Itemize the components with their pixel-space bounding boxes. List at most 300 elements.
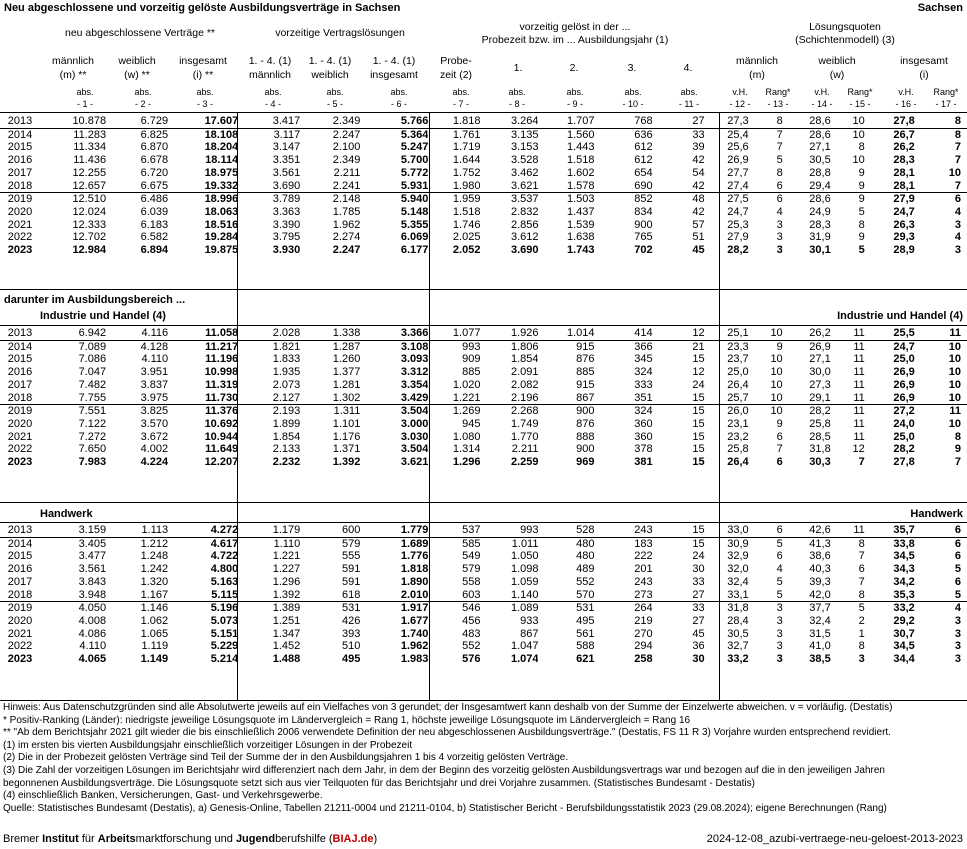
value-cell: 483	[462, 627, 481, 640]
value-cell: 5.229	[210, 640, 239, 653]
value-cell: 25,8	[809, 417, 831, 430]
value-cell: 7	[858, 575, 865, 588]
value-cell: 37,7	[789, 602, 831, 615]
value-cell: 5.364	[360, 128, 428, 141]
year-cell: 2022	[7, 640, 33, 653]
value-cell: 29,3	[893, 231, 915, 244]
value-cell: 39,3	[809, 575, 831, 588]
value-cell: 10	[948, 417, 961, 430]
value-cell: 27	[692, 614, 705, 627]
table-row	[0, 115, 967, 128]
region-label: Sachsen	[917, 2, 963, 14]
value-cell: 2.028	[272, 327, 301, 339]
value-cell: 3.135	[480, 128, 538, 141]
value-cell: 28,1	[893, 179, 915, 192]
value-cell: 1.437	[567, 205, 595, 218]
section-rule-4	[0, 522, 967, 523]
value-cell: 1.047	[510, 640, 539, 653]
value-cell: 5.772	[400, 166, 429, 179]
value-cell: 900	[576, 443, 595, 456]
table-row	[0, 653, 967, 666]
value-cell: 5.247	[400, 141, 429, 154]
value-cell: 201	[634, 563, 653, 576]
value-cell: 4.110	[141, 353, 169, 366]
col-l6-1: 1. - 4. (1)	[372, 55, 416, 67]
value-cell: 555	[341, 550, 361, 563]
sub-abs-4: abs.	[264, 87, 282, 97]
value-cell: 3	[749, 602, 789, 615]
table-row	[0, 167, 967, 180]
value-cell: 1.110	[238, 537, 300, 550]
value-cell: 1.959	[428, 193, 480, 206]
value-cell: 1.101	[332, 417, 361, 430]
table-handwerk	[0, 524, 967, 666]
value-cell: 1.560	[538, 128, 594, 141]
sub-vh-12: v.H.	[732, 87, 748, 97]
value-cell: 378	[634, 443, 653, 456]
value-cell: 2.268	[480, 405, 538, 418]
value-cell: 32,7	[727, 640, 749, 653]
value-cell: 4	[954, 231, 961, 244]
value-cell: 1.119	[141, 640, 169, 653]
value-cell: 2.091	[510, 366, 539, 379]
section-rule-3	[0, 502, 967, 503]
value-cell: 3.390	[272, 218, 301, 231]
value-cell: 30,5	[727, 627, 749, 640]
value-cell: 1.518	[567, 154, 595, 167]
value-cell: 6	[776, 550, 783, 563]
value-cell: 48	[653, 193, 709, 206]
value-cell: 414	[634, 327, 653, 339]
value-cell: 5.073	[210, 614, 239, 627]
value-cell: 28,4	[727, 614, 749, 627]
value-cell: 38,5	[809, 653, 831, 666]
sub-abs-9: abs.	[566, 87, 584, 97]
value-cell: 1.752	[452, 166, 481, 179]
value-cell: 26,4	[727, 456, 749, 469]
value-cell: 10.998	[204, 366, 239, 379]
value-cell: 8	[858, 141, 865, 154]
value-cell: 8	[858, 588, 865, 601]
column-number: - 17 -	[935, 99, 957, 109]
value-cell: 27,9	[871, 193, 915, 206]
value-cell: 993	[428, 340, 480, 353]
year-cell: 2013	[7, 524, 33, 536]
value-cell: 1.302	[332, 391, 361, 404]
footer-org	[3, 833, 377, 845]
year-cell: 2023	[7, 653, 33, 666]
value-cell: 29,4	[809, 179, 831, 192]
value-cell: 33,0	[727, 524, 749, 536]
value-cell: 2.193	[238, 405, 300, 418]
value-cell: 1.890	[400, 575, 429, 588]
value-cell: 3	[954, 653, 961, 666]
value-cell: 3.351	[272, 154, 301, 167]
value-cell: 2.232	[272, 456, 301, 469]
value-cell: 993	[520, 524, 539, 536]
value-cell: 1.644	[452, 154, 481, 167]
value-cell: 8	[858, 218, 865, 231]
value-cell: 30,9	[709, 537, 749, 550]
value-cell: 12.255	[72, 166, 107, 179]
value-cell: 3	[776, 231, 783, 244]
value-cell: 1.314	[452, 443, 481, 456]
value-cell: 1.743	[567, 244, 595, 257]
table-row	[0, 615, 967, 628]
col-qw-2: (w)	[829, 69, 845, 81]
value-cell: 2.211	[511, 443, 539, 456]
value-cell: 28,1	[893, 166, 915, 179]
value-cell: 1.854	[510, 353, 539, 366]
value-cell: 28,2	[893, 443, 915, 456]
value-cell: 11	[915, 405, 967, 418]
value-cell: 24	[692, 550, 705, 563]
value-cell: 3	[954, 640, 961, 653]
value-cell: 10	[948, 166, 961, 179]
value-cell: 7.983	[78, 456, 107, 469]
year-cell: 2023	[7, 456, 33, 469]
value-cell: 6	[954, 575, 961, 588]
value-cell: 10	[831, 128, 871, 141]
value-cell: 23,7	[727, 353, 749, 366]
value-cell: 6	[915, 537, 967, 550]
value-cell: 5	[776, 575, 783, 588]
value-cell: 3.153	[510, 141, 539, 154]
value-cell: 1.260	[332, 353, 361, 366]
value-cell: 26,2	[893, 141, 915, 154]
value-cell: 26,0	[709, 405, 749, 418]
value-cell: 19.332	[204, 179, 239, 192]
value-cell: 1.833	[272, 353, 301, 366]
note-line: (4) einschließlich Banken, Versicherungen, Gast- und Verkehrsgewerbe.	[3, 790, 323, 802]
value-cell: 8	[831, 537, 871, 550]
value-cell: 3	[954, 627, 961, 640]
value-cell: 7	[954, 179, 961, 192]
table-row	[0, 193, 967, 206]
value-cell: 1.677	[400, 614, 429, 627]
value-cell: 15	[692, 443, 705, 456]
value-cell: 3.147	[272, 141, 301, 154]
doc-title: Neu abgeschlossene und vorzeitig gelöste Ausbildungsverträge in Sachsen	[4, 2, 401, 14]
value-cell: 3	[776, 653, 783, 666]
value-cell: 6.729	[140, 115, 169, 127]
value-cell: 1.935	[272, 366, 301, 379]
value-cell: 1.899	[272, 417, 301, 430]
sub-rang-13: Rang*	[765, 87, 791, 97]
value-cell: 591	[341, 575, 361, 588]
value-cell: 10	[770, 366, 783, 379]
value-cell: 273	[634, 588, 653, 601]
value-cell: 17.607	[204, 115, 239, 127]
org-part: für	[78, 833, 98, 845]
value-cell: 34,2	[893, 575, 915, 588]
section-label-hwk: Handwerk	[40, 508, 93, 520]
value-cell: 4.002	[140, 443, 169, 456]
column-number: - 12 -	[729, 99, 751, 109]
value-cell: 876	[576, 417, 595, 430]
value-cell: 1.296	[452, 456, 481, 469]
year-cell: 2013	[7, 115, 33, 127]
value-cell: 1.059	[510, 575, 539, 588]
value-cell: 25,7	[727, 391, 749, 404]
value-cell: 7	[858, 456, 865, 469]
value-cell: 25,8	[727, 443, 749, 456]
value-cell: 9	[858, 166, 865, 179]
value-cell: 11.436	[73, 154, 107, 167]
value-cell: 5	[776, 588, 783, 601]
section-darunter: darunter im Ausbildungsbereich ...	[4, 294, 186, 306]
value-cell: 54	[692, 166, 705, 179]
value-cell: 1.503	[538, 193, 594, 206]
year-cell: 2017	[7, 378, 33, 391]
value-cell: 33,1	[727, 588, 749, 601]
value-cell: 3.093	[400, 353, 429, 366]
value-cell: 7.482	[78, 378, 107, 391]
sub-abs-5: abs.	[326, 87, 344, 97]
value-cell: 3	[954, 614, 961, 627]
value-cell: 1.578	[567, 179, 595, 192]
value-cell: 42,6	[809, 524, 831, 536]
table-row	[0, 353, 967, 366]
value-cell: 1.320	[140, 575, 169, 588]
value-cell: 3	[954, 244, 961, 257]
value-cell: 27,7	[727, 166, 749, 179]
value-cell: 25,6	[727, 141, 749, 154]
value-cell: 552	[462, 640, 481, 653]
value-cell: 579	[300, 537, 360, 550]
year-cell: 2017	[7, 575, 33, 588]
value-cell: 4.800	[210, 563, 239, 576]
org-part: Institut	[42, 833, 79, 845]
value-cell: 294	[634, 640, 653, 653]
value-cell: 1.212	[106, 537, 168, 550]
table-row	[0, 443, 967, 456]
value-cell: 7.650	[78, 443, 107, 456]
value-cell: 2.196	[510, 391, 539, 404]
value-cell: 24	[692, 378, 705, 391]
value-cell: 28,3	[809, 218, 831, 231]
value-cell: 11.319	[205, 378, 239, 391]
value-cell: 5.196	[168, 602, 238, 615]
group-quoten-1: Lösungsquoten	[809, 21, 881, 33]
value-cell: 1.818	[452, 115, 481, 127]
value-cell: 6.720	[140, 166, 169, 179]
value-cell: 1.221	[272, 550, 301, 563]
value-cell: 6.069	[400, 231, 429, 244]
value-cell: 57	[692, 218, 705, 231]
value-cell: 6.039	[140, 205, 169, 218]
year-cell: 2023	[7, 244, 33, 257]
value-cell: 11	[831, 405, 871, 418]
value-cell: 969	[576, 456, 595, 469]
value-cell: 18.516	[204, 218, 239, 231]
value-cell: 528	[576, 524, 595, 536]
value-cell: 10	[852, 115, 865, 127]
value-cell: 3.504	[360, 405, 428, 418]
value-cell: 30	[692, 563, 705, 576]
value-cell: 3.429	[400, 391, 429, 404]
header-rule	[0, 112, 967, 113]
value-cell: 35,3	[893, 588, 915, 601]
col-qi-2: (i)	[919, 69, 929, 81]
value-cell: 41,3	[789, 537, 831, 550]
year-cell: 2016	[7, 154, 33, 167]
value-cell: 6	[776, 524, 783, 536]
col-l4-2: männlich	[248, 69, 292, 81]
value-cell: 12	[692, 327, 705, 339]
section-label-ihk-right: Industrie und Handel (4)	[837, 310, 963, 322]
value-cell: 345	[634, 353, 653, 366]
table-row	[0, 589, 967, 602]
value-cell: 8	[776, 115, 783, 127]
value-cell: 1	[858, 627, 865, 640]
value-cell: 12.024	[72, 205, 107, 218]
table-row	[0, 327, 967, 340]
value-cell: 243	[634, 524, 653, 536]
value-cell: 3.159	[78, 524, 107, 536]
value-cell: 5.214	[210, 653, 239, 666]
value-cell: 579	[462, 563, 481, 576]
value-cell: 12.984	[72, 244, 107, 257]
value-cell: 4.128	[106, 340, 168, 353]
col-i-1: insgesamt	[179, 55, 227, 67]
value-cell: 1.539	[567, 218, 595, 231]
value-cell: 28,9	[893, 244, 915, 257]
value-cell: 603	[462, 588, 481, 601]
year-cell: 2014	[0, 128, 40, 141]
value-cell: 1.242	[140, 563, 169, 576]
value-cell: 10	[948, 366, 961, 379]
value-cell: 12.657	[72, 179, 107, 192]
value-cell: 5.700	[400, 154, 429, 167]
value-cell: 24,7	[727, 205, 749, 218]
year-cell: 2018	[7, 588, 33, 601]
year-cell: 2017	[7, 166, 33, 179]
value-cell: 35,7	[893, 524, 915, 536]
value-cell: 3	[776, 218, 783, 231]
value-cell: 12.207	[204, 456, 239, 469]
value-cell: 264	[595, 602, 653, 615]
value-cell: 9	[954, 443, 961, 456]
value-cell: 2.247	[332, 244, 361, 257]
table-row	[0, 366, 967, 379]
table-row	[0, 537, 967, 550]
value-cell: 324	[595, 405, 653, 418]
value-cell: 546	[428, 602, 480, 615]
value-cell: 34,5	[893, 550, 915, 563]
col-l5-1: 1. - 4. (1)	[308, 55, 352, 67]
value-cell: 3.672	[140, 430, 169, 443]
org-part: marktforschung und	[135, 833, 236, 845]
value-cell: 5.151	[210, 627, 239, 640]
value-cell: 34,3	[893, 563, 915, 576]
year-cell: 2020	[7, 205, 33, 218]
year-cell: 2015	[7, 353, 33, 366]
value-cell: 33	[692, 575, 705, 588]
col-probe-2: zeit (2)	[439, 69, 473, 81]
table-row	[0, 392, 967, 405]
value-cell: 7.086	[78, 353, 107, 366]
value-cell: 27,4	[727, 179, 749, 192]
value-cell: 690	[634, 179, 653, 192]
table-row	[0, 231, 967, 244]
value-cell: 3	[776, 244, 783, 257]
value-cell: 29,1	[809, 391, 831, 404]
value-cell: 1.719	[452, 141, 481, 154]
value-cell: 3.789	[238, 193, 300, 206]
vline-2	[429, 112, 430, 700]
value-cell: 6.678	[140, 154, 169, 167]
value-cell: 1.014	[567, 327, 595, 339]
table-row	[0, 602, 967, 615]
value-cell: 3.570	[140, 417, 169, 430]
note-line: * Positiv-Ranking (Länder): niedrigste jeweilige Lösungsquote im Ländervergleich = Rang 1, höchste jeweilige Lösungsquote im Ländervergleich = Rang 16	[3, 714, 691, 726]
value-cell: 3.462	[510, 166, 539, 179]
value-cell: 1.020	[452, 378, 481, 391]
value-cell: 23,3	[709, 340, 749, 353]
value-cell: 25,3	[727, 218, 749, 231]
sub-vh-14: v.H.	[814, 87, 830, 97]
year-cell: 2015	[7, 141, 33, 154]
note-line: (2) Die in der Probezeit gelösten Verträge sind Teil der Summe der in den Ausbildungsjahren 1 bis 4 vorzeitig gelösten Verträge.	[3, 752, 569, 764]
value-cell: 11	[831, 340, 871, 353]
value-cell: 26,7	[871, 128, 915, 141]
value-cell: 915	[538, 340, 594, 353]
year-cell: 2016	[7, 366, 33, 379]
column-number: - 10 -	[622, 99, 644, 109]
value-cell: 5.163	[210, 575, 239, 588]
value-cell: 1.740	[400, 627, 429, 640]
year-cell: 2014	[0, 537, 40, 550]
column-number: - 8 -	[508, 99, 525, 109]
value-cell: 6.486	[106, 193, 168, 206]
value-cell: 888	[576, 430, 595, 443]
value-cell: 3.612	[510, 231, 539, 244]
value-cell: 3.795	[272, 231, 301, 244]
value-cell: 1.248	[140, 550, 169, 563]
value-cell: 10	[915, 340, 967, 353]
value-cell: 2.832	[510, 205, 539, 218]
sub-rang-15: Rang*	[847, 87, 873, 97]
value-cell: 11.334	[73, 141, 107, 154]
value-cell: 1.779	[400, 524, 429, 536]
value-cell: 32,4	[809, 614, 831, 627]
value-cell: 561	[576, 627, 595, 640]
value-cell: 10	[948, 353, 961, 366]
value-cell: 6	[858, 563, 865, 576]
value-cell: 1.854	[272, 430, 301, 443]
column-number: - 3 -	[196, 99, 213, 109]
year-cell: 2020	[7, 614, 33, 627]
value-cell: 3.264	[510, 115, 539, 127]
value-cell: 42,0	[809, 588, 831, 601]
value-cell: 3.117	[238, 128, 300, 141]
org-part: Arbeits	[97, 833, 136, 845]
table-total	[0, 115, 967, 257]
column-number: - 4 -	[264, 99, 281, 109]
value-cell: 38,6	[809, 550, 831, 563]
value-cell: 15	[692, 456, 705, 469]
value-cell: 27,5	[709, 193, 749, 206]
value-cell: 612	[634, 141, 653, 154]
value-cell: 11	[853, 366, 865, 379]
group-neu: neu abgeschlossene Verträge **	[64, 27, 216, 39]
col-w-1: weiblich	[118, 55, 156, 67]
org-link[interactable]: BIAJ.de	[332, 833, 374, 845]
value-cell: 495	[576, 614, 595, 627]
value-cell: 4.224	[140, 456, 169, 469]
value-cell: 3.690	[510, 244, 539, 257]
